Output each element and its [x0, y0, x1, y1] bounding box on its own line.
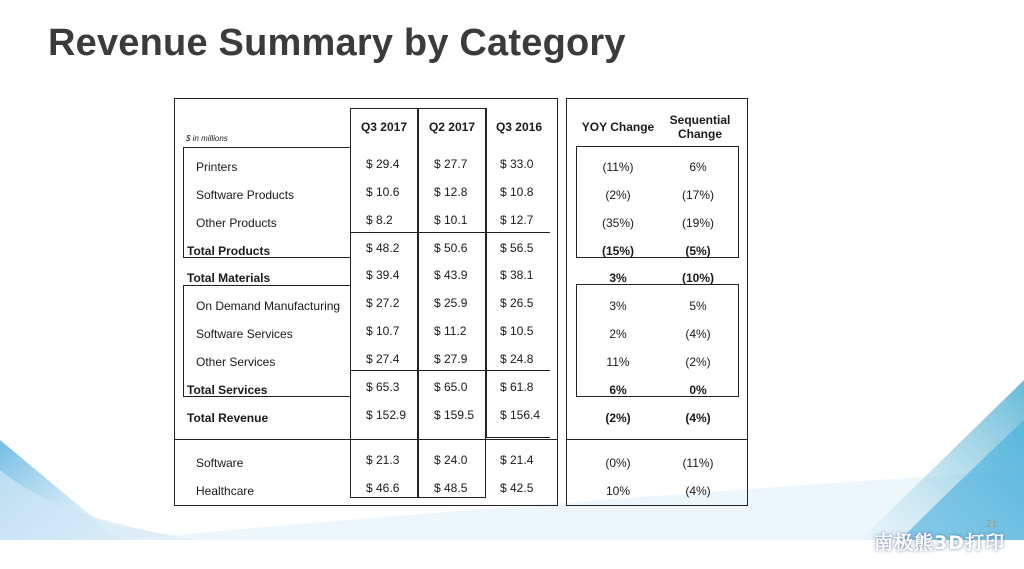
row-sequential-change: (5%): [685, 244, 711, 258]
column-header-q3-2017: Q3 2017: [360, 120, 408, 134]
row-value: $ 12.7: [500, 213, 534, 227]
page-title: Revenue Summary by Category: [48, 22, 626, 64]
row-sequential-change: (4%): [685, 327, 711, 341]
row-value: $ 26.5: [500, 296, 534, 310]
row-sequential-change: (2%): [685, 355, 711, 369]
row-yoy-change: 3%: [609, 299, 627, 313]
row-label: Printers: [196, 160, 238, 174]
page-number: 21: [986, 519, 998, 530]
row-value: $ 27.4: [366, 352, 400, 366]
row-value: $ 21.3: [366, 453, 400, 467]
row-value: $ 61.8: [500, 380, 534, 394]
row-value: $ 65.0: [434, 380, 468, 394]
row-sequential-change: (4%): [685, 411, 711, 425]
row-sequential-change: 5%: [689, 299, 707, 313]
row-label: Total Products: [187, 244, 271, 258]
column-header-sequential-change: Sequential Change: [669, 113, 731, 141]
row-sequential-change: 0%: [689, 383, 707, 397]
watermark: 南极熊3D打印: [874, 532, 1005, 554]
column-header-q2-2017: Q2 2017: [428, 120, 476, 134]
row-value: $ 25.9: [434, 296, 468, 310]
row-value: $ 24.0: [434, 453, 468, 467]
row-value: $ 12.8: [434, 185, 468, 199]
row-label: Software Products: [196, 188, 295, 202]
row-label: Total Services: [187, 383, 268, 397]
row-label: Healthcare: [196, 484, 255, 498]
row-value: $ 152.9: [366, 408, 407, 422]
row-value: $ 46.6: [366, 481, 400, 495]
row-label: Total Materials: [187, 271, 271, 285]
row-yoy-change: (11%): [602, 160, 634, 174]
row-value: $ 43.9: [434, 268, 468, 282]
row-value: $ 65.3: [366, 380, 400, 394]
row-value: $ 10.8: [500, 185, 534, 199]
row-sequential-change: (10%): [681, 271, 714, 285]
row-value: $ 42.5: [500, 481, 534, 495]
row-value: $ 27.2: [366, 296, 400, 310]
row-yoy-change: 10%: [605, 484, 631, 498]
row-value: $ 21.4: [500, 453, 534, 467]
row-sequential-change: (11%): [682, 456, 714, 470]
right-segment-divider: [566, 439, 748, 440]
row-value: $ 27.9: [434, 352, 468, 366]
row-value: $ 29.4: [366, 157, 400, 171]
row-yoy-change: (35%): [601, 216, 634, 230]
row-value: $ 156.4: [500, 408, 541, 422]
row-value: $ 38.1: [500, 268, 534, 282]
row-yoy-change: 6%: [609, 383, 627, 397]
row-value: $ 39.4: [366, 268, 400, 282]
row-label: Total Revenue: [187, 411, 269, 425]
row-label: Software Services: [196, 327, 293, 341]
row-value: $ 10.6: [366, 185, 400, 199]
row-yoy-change: 11%: [606, 355, 630, 369]
row-sequential-change: 6%: [689, 160, 707, 174]
services-total-divider: [350, 370, 550, 371]
column-header-yoy-change: YOY Change: [581, 120, 655, 134]
row-label: Other Services: [196, 355, 276, 369]
row-label: Software: [196, 456, 244, 470]
row-value: $ 11.2: [434, 324, 467, 338]
row-value: $ 27.7: [434, 157, 468, 171]
row-value: $ 56.5: [500, 241, 534, 255]
units-label: $ in millions: [186, 134, 228, 143]
products-total-divider: [350, 232, 550, 233]
row-sequential-change: (19%): [681, 216, 714, 230]
row-value: $ 48.5: [434, 481, 468, 495]
row-value: $ 10.7: [366, 324, 400, 338]
row-value: $ 8.2: [366, 213, 393, 227]
row-yoy-change: (0%): [605, 456, 631, 470]
row-yoy-change: (15%): [601, 244, 634, 258]
row-sequential-change: (17%): [681, 188, 714, 202]
row-value: $ 50.6: [434, 241, 468, 255]
row-value: $ 33.0: [500, 157, 534, 171]
row-value: $ 24.8: [500, 352, 534, 366]
row-yoy-change: 2%: [609, 327, 627, 341]
row-yoy-change: (2%): [605, 188, 631, 202]
row-yoy-change: 3%: [609, 271, 627, 285]
row-yoy-change: (2%): [605, 411, 631, 425]
row-label: Other Products: [196, 216, 277, 230]
row-value: $ 10.5: [500, 324, 534, 338]
row-label: On Demand Manufacturing: [196, 299, 341, 313]
left-segment-divider: [174, 439, 558, 440]
row-value: $ 10.1: [434, 213, 468, 227]
row-sequential-change: (4%): [685, 484, 711, 498]
row-value: $ 159.5: [434, 408, 475, 422]
column-header-q3-2016: Q3 2016: [495, 120, 543, 134]
row-value: $ 48.2: [366, 241, 400, 255]
